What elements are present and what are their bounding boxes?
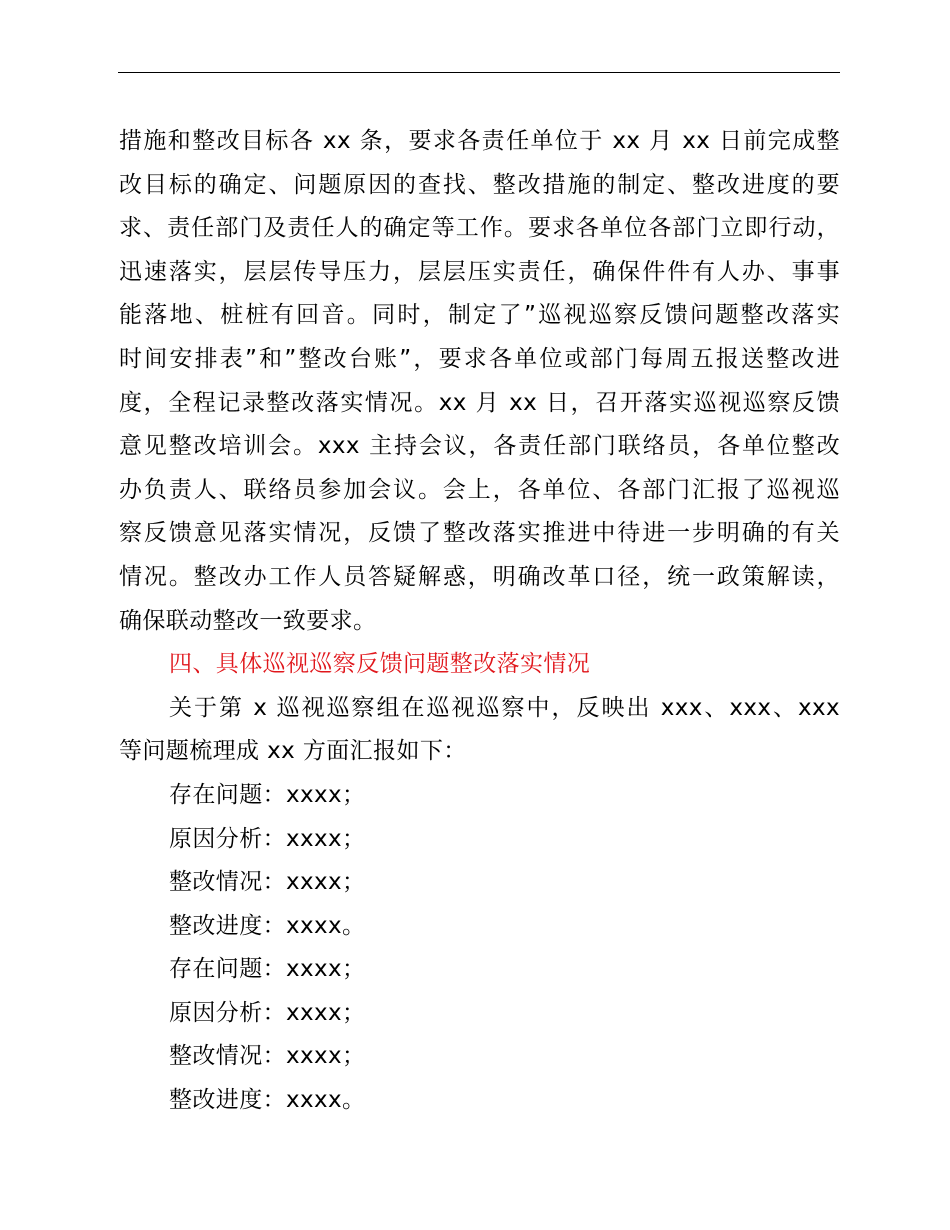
text-line: 度，全程记录整改落实情况。xx 月 xx 日，召开落实巡视巡察反馈 xyxy=(119,389,840,416)
paragraph-inspection-summary xyxy=(119,687,840,774)
text-line: 情况。整改办工作人员答疑解惑，明确改革口径，统一政策解读， xyxy=(119,563,840,590)
text-line: 时间安排表”和”整改台账”，要求各单位或部门每周五报送整改进 xyxy=(119,345,840,372)
document-body xyxy=(119,120,840,1123)
text-line: 迅速落实，层层传导压力，层层压实责任，确保件件有人办、事事 xyxy=(119,258,840,285)
text-line: 措施和整改目标各 xx 条，要求各责任单位于 xx 月 xx 日前完成整 xyxy=(119,128,840,154)
list-item: 整改情况：xxxx； xyxy=(169,869,366,896)
header-rule xyxy=(118,72,840,73)
text-line: 确保联动整改一致要求。 xyxy=(119,607,377,634)
list-item: 存在问题：xxxx； xyxy=(169,781,366,808)
list-item: 整改进度：xxxx。 xyxy=(169,912,366,939)
text-line: 等问题梳理成 xx 方面汇报如下： xyxy=(119,738,467,765)
list-item: 整改进度：xxxx。 xyxy=(169,1087,366,1114)
list-item: 存在问题：xxxx； xyxy=(169,956,366,983)
text-line: 求、责任部门及责任人的确定等工作。要求各单位各部门立即行动， xyxy=(119,215,840,242)
paragraph-rectification-measures xyxy=(119,120,840,643)
text-line: 能落地、桩桩有回音。同时，制定了”巡视巡察反馈问题整改落实 xyxy=(119,302,840,329)
text-line: 意见整改培训会。xxx 主持会议，各责任部门联络员，各单位整改 xyxy=(119,433,840,460)
text-line: 关于第 x 巡视巡察组在巡视巡察中，反映出 xxx、xxx、xxx xyxy=(169,694,840,721)
list-item: 原因分析：xxxx； xyxy=(169,825,366,852)
text-line: 察反馈意见落实情况，反馈了整改落实推进中待进一步明确的有关 xyxy=(119,520,840,547)
list-item: 整改情况：xxxx； xyxy=(169,1043,366,1070)
section-heading: 四、具体巡视巡察反馈问题整改落实情况 xyxy=(169,651,591,678)
issue-list xyxy=(119,774,840,1123)
text-line: 办负责人、联络员参加会议。会上，各单位、各部门汇报了巡视巡 xyxy=(119,476,840,503)
list-item: 原因分析：xxxx； xyxy=(169,999,366,1026)
text-line: 改目标的确定、问题原因的查找、整改措施的制定、整改进度的要 xyxy=(119,171,840,198)
